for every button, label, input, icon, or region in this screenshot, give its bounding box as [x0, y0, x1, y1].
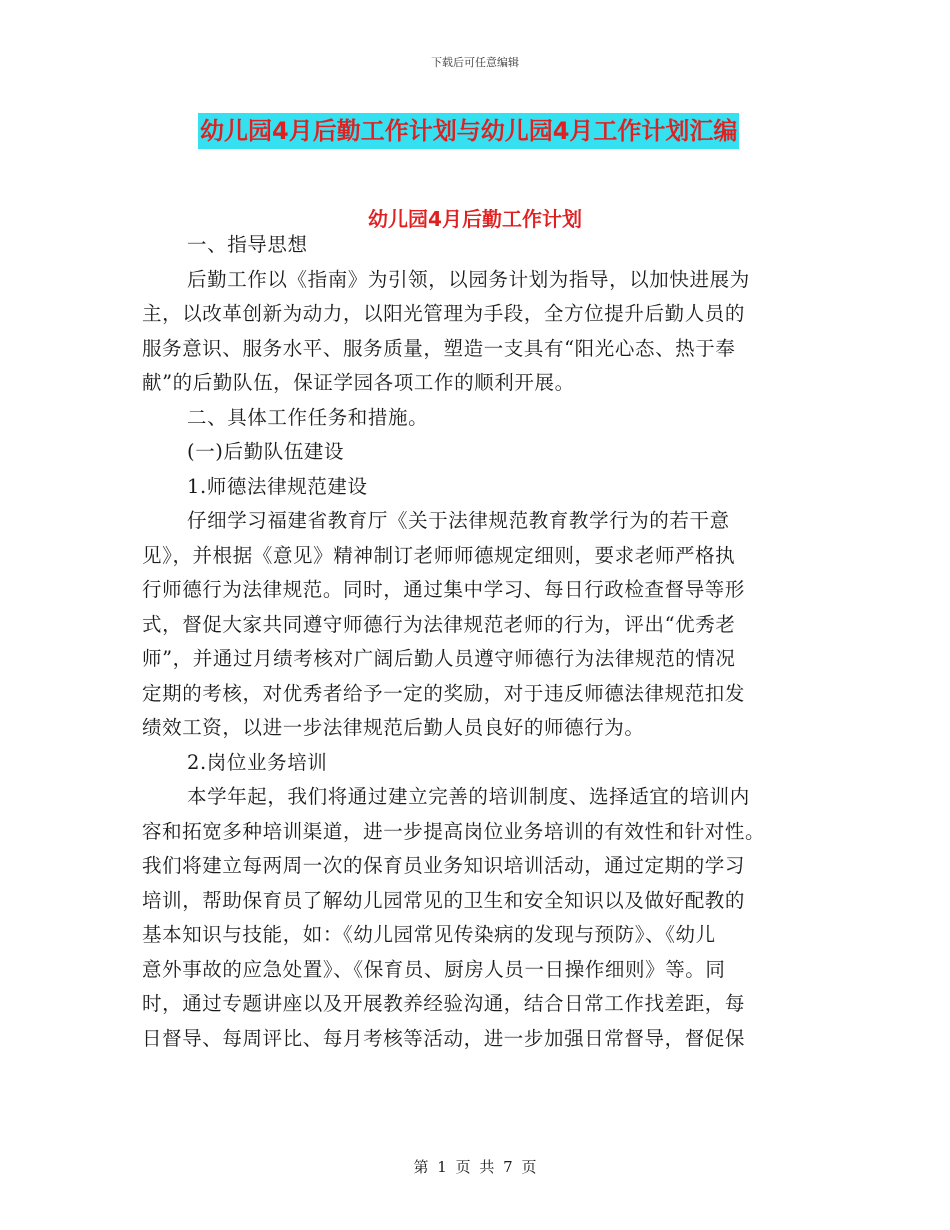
- paragraph-line: 容和拓宽多种培训渠道，进一步提高岗位业务培训的有效性和针对性。: [142, 819, 766, 843]
- paragraph-line: 基本知识与技能，如：《幼儿园常见传染病的发现与预防》、《幼儿: [142, 923, 716, 946]
- paragraph-line: 见》，并根据《意见》精神制订老师师德规定细则，要求老师严格执: [142, 543, 736, 567]
- heading-guiding-ideology: 一、指导思想: [187, 233, 308, 256]
- heading-job-training: 2.岗位业务培训: [187, 750, 328, 774]
- paragraph-line: 后勤工作以《指南》为引领，以园务计划为指导，以加快进展为: [187, 267, 750, 291]
- paragraph-line: 师”，并通过月绩考核对广阔后勤人员遵守师德行为法律规范的情况: [142, 647, 736, 670]
- section-title: 幼儿园4月后勤工作计划: [368, 207, 582, 231]
- paragraph-line: 服务意识、服务水平、服务质量，塑造一支具有“阳光心态、热于奉: [142, 336, 736, 360]
- paragraph-line: 绩效工资，以进一步法律规范后勤人员良好的师德行为。: [142, 716, 645, 739]
- heading-ethics-norms: 1.师德法律规范建设: [187, 474, 368, 498]
- paragraph-line: 培训，帮助保育员了解幼儿园常见的卫生和安全知识以及做好配教的: [142, 888, 746, 912]
- paragraph-line: 我们将建立每两周一次的保育员业务知识培训活动，通过定期的学习: [142, 854, 746, 877]
- paragraph-line: 主，以改革创新为动力，以阳光管理为手段，全方位提升后勤人员的: [142, 302, 746, 325]
- body-text: [142, 228, 807, 1056]
- header-note: 下载后可任意编辑: [431, 56, 519, 69]
- paragraph-line: 行师德行为法律规范。同时，通过集中学习、每日行政检查督导等形: [142, 578, 746, 601]
- paragraph-line: 时，通过专题讲座以及开展教养经验沟通，结合日常工作找差距，每: [142, 992, 746, 1015]
- paragraph-line: 本学年起，我们将通过建立完善的培训制度、选择适宜的培训内: [187, 785, 750, 808]
- heading-team-building: (一)后勤队伍建设: [187, 440, 345, 463]
- paragraph-line: 定期的考核，对优秀者给予一定的奖励，对于违反师德法律规范扣发: [142, 681, 746, 705]
- paragraph-line: 意外事故的应急处置》、《保育员、厨房人员一日操作细则》等。同: [142, 957, 726, 981]
- paragraph-line: 式，督促大家共同遵守师德行为法律规范老师的行为，评出“优秀老: [142, 612, 736, 636]
- paragraph-line: 日督导、每周评比、每月考核等活动，进一步加强日常督导，督促保: [142, 1026, 746, 1050]
- document-title: 幼儿园4月后勤工作计划与幼儿园4月工作计划汇编: [198, 113, 739, 149]
- page-number-footer: 第 1 页 共 7 页: [413, 1158, 537, 1176]
- paragraph-line: 献”的后勤队伍，保证学园各项工作的顺利开展。: [142, 371, 575, 394]
- heading-tasks-measures: 二、具体工作任务和措施。: [187, 405, 429, 429]
- paragraph-line: 仔细学习福建省教育厅《关于法律规范教育教学行为的若干意: [187, 509, 730, 532]
